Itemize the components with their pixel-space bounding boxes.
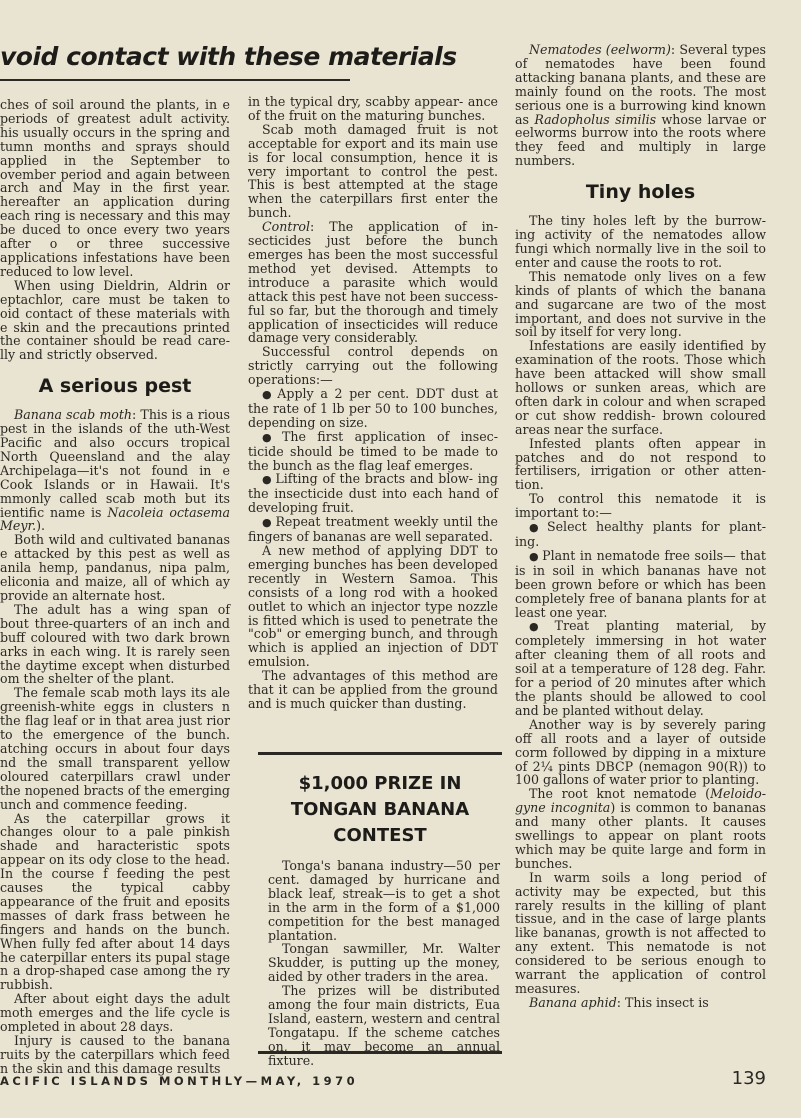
box-headline: $1,000 PRIZE IN TONGAN BANANA CONTEST [290, 773, 470, 846]
paragraph-text: The root knot nematode ( [529, 786, 711, 802]
paragraph-text: whose larvae or eelworms burrow into the roots where they feed and multiply in large numbers. [515, 111, 766, 169]
paragraph: The prizes will be distributed among the four main districts, Eua Island, eastern, western and central Tongatapu. If the scheme catches on, it may become an annual fixture. [268, 983, 500, 1068]
bullet-icon: ● [262, 430, 279, 444]
paragraph: Tongan sawmiller, Mr. Walter Skudder, is putting up the money, aided by other traders in the area. [268, 941, 500, 985]
paragraph: Scab moth damaged fruit is not acceptable for export and its main use is for local consumption, hence it is very important to control the pest. This is best attempted at the stage when the caterpillars first enter the bunch. [248, 121, 498, 221]
paragraph: The female scab moth lays its ale greenish-white eggs in clusters n the flag leaf or in that area just rior to the emergence of the bunch. atching occurs in about four days nd the small transparent yellow oloured caterpillars crawl under the nopened bracts of the emerging unch and commence feeding. [0, 685, 230, 812]
paragraph [515, 787, 766, 870]
paragraph: in the typical dry, scabby appear- ance of the fruit on the maturing bunches. [248, 94, 498, 123]
italic-term: Control [262, 219, 311, 235]
paragraph-text: : This is a rious pest in the islands of the uth-West Pacific and also occurs tropical North Queensland and the alay Archipelaga—it's not found in e Cook Islands or in Hawaii. It's mmonly called scab moth but its ientific name is [0, 407, 230, 520]
paragraph: When using Dieldrin, Aldrin or eptachlor, care must be taken to oid contact of these materials with e skin and the precautions printed the container should be read care- lly and strictly observed. [0, 277, 230, 363]
bullet-text: Lifting of the bracts and blow- ing the insecticide dust into each hand of developing fruit. [248, 471, 498, 516]
page-number: 139 [731, 1068, 766, 1089]
paragraph: A new method of applying DDT to emerging bunches has been developed recently in Western Samoa. This consists of a long rod with a hooked outlet to which an injector type nozzle is fitted which is used to penetrate the "cob" or emerging bunch, and through which is applied an injection of DDT emulsion. [248, 543, 498, 670]
publication-line: ACIFIC ISLANDS MONTHLY—MAY, 1970 [0, 1074, 359, 1088]
paragraph: Both wild and cultivated bananas e attacked by this pest as well as anila hemp, pandanus, nipa palm, eliconia and maize, all of which ay provide an alternate host. [0, 532, 230, 603]
bullet-item [515, 520, 766, 549]
bullet-icon: ● [529, 521, 544, 535]
paragraph: The tiny holes left by the burrow- ing activity of the nematodes allow fungi which normally live in the soil to enter and cause the roots to rot. [515, 213, 766, 270]
bullet-icon: ● [262, 516, 273, 530]
paragraph: Tonga's banana industry—50 per cent. damaged by hurricane and black leaf, streak—is to get a shot in the arm in the form of a $1,000 competition for the best managed plantation. [268, 858, 500, 943]
bullet-text: Plant in nematode free soils— that is in soil in which bananas have not been grown before or which has been completely free of banana plants for at least one year. [515, 547, 766, 620]
paragraph: ches of soil around the plants, in e periods of greatest adult activity. his usually occurs in the spring and tumn months and sprays should applied in the September to ovember period and again between arch and May in the first year. hereafter an application during each ring is necessary and this may be duced to once every two years after o or three successive applications infestations have been reduced to low level. [0, 97, 230, 279]
paragraph-text: : Several types of nematodes have been found attacking banana plants, and these are mainly found on the roots. The most serious one is a burrowing kind known as [515, 42, 766, 127]
paragraph: Infestations are easily identified by examination of the roots. Those which have been attacked will show small hollows or sunken areas, which are often dark in colour and when scraped or cut show reddish- brown coloured areas near the surface. [515, 338, 766, 437]
paragraph: The advantages of this method are that it can be applied from the ground and is much quicker than dusting. [248, 668, 498, 711]
box-body [258, 859, 502, 1068]
paragraph: After about eight days the adult moth emerges and the life cycle is ompleted in about 28 days. [0, 991, 230, 1035]
bullet-item [248, 472, 498, 515]
section-heading: Tiny holes [585, 181, 696, 204]
paragraph-text: ) is common to bananas and many other plants. It causes swellings to appear on plant roots which may be quite large and form in bunches. [515, 800, 766, 871]
paragraph [515, 43, 766, 168]
column-middle [248, 95, 498, 711]
paragraph: To control this nematode it is important to:— [515, 491, 766, 521]
boxed-article [258, 752, 502, 1068]
bullet-text: The first application of insec- ticide should be timed to be made to the bunch as the flag leaf emerges. [248, 428, 498, 473]
italic-term: Banana scab moth [14, 407, 133, 423]
bullet-text: Apply a 2 per cent. DDT dust at the rate of 1 lb per 50 to 100 bunches, depending on size. [248, 386, 498, 430]
paragraph: Infested plants often appear in patches and do not respond to fertilisers, irrigation or other atten- tion. [515, 435, 766, 493]
column-right [515, 43, 766, 1010]
paragraph-text: ). [36, 518, 46, 534]
paragraph: The adult has a wing span of bout three-quarters of an inch and buff coloured with two dark brown arks in each wing. It is rarely seen the daytime except when disturbed om the shelter of the plant. [0, 601, 230, 687]
paragraph: This nematode only lives on a few kinds of plants of which the banana and sugarcane are two of the most important, and does not survive in the soil by itself for very long. [515, 268, 766, 340]
bullet-item [248, 515, 498, 544]
bullet-item [248, 387, 498, 430]
paragraph: Another way is by severely paring off all roots and a layer of outside corm followed by dipping in a mixture of 2¼ pints DBCP (nemagon 90(R)) to 100 gallons of water prior to planting. [515, 716, 766, 788]
bullet-item [248, 430, 498, 473]
italic-term: Nematodes (eelworm) [529, 42, 671, 57]
bullet-item [515, 619, 766, 717]
paragraph: Injury is caused to the banana ruits by the caterpillars which feed n the skin and this damage results [0, 1033, 230, 1076]
bullet-icon: ● [529, 549, 540, 563]
paragraph-text: : This insect is [616, 994, 709, 1010]
bullet-text: Treat planting material, by completely immersing in hot water after cleaning them of all roots and soil at a temperature of 128 deg. Fahr. for a period of 20 minutes after which the plants should be allowed to cool and be planted without delay. [515, 618, 766, 718]
bullet-icon: ● [262, 388, 275, 402]
italic-term: Nacoleia octasema Meyr. [0, 504, 230, 534]
paragraph [248, 220, 498, 345]
italic-term: Radopholus similis [534, 111, 657, 127]
bullet-item [515, 549, 766, 620]
italic-term: Meloido- gyne incognita [515, 786, 766, 816]
paragraph [515, 996, 766, 1010]
bullet-text: Repeat treatment weekly until the fingers of bananas are well separated. [248, 514, 498, 545]
bullet-icon: ● [529, 620, 552, 634]
title-rule [0, 79, 350, 81]
paragraph: As the caterpillar grows it changes olour to a pale pinkish shade and haracteristic spots appear on its ody close to the head. In the course f feeding the pest causes the typical cabby appearance of the fruit and eposits masses of dark frass between he fingers and hands on the bunch. When fully fed after about 14 days he caterpillar enters its pupal stage n a drop-shaped case among the ry rubbish. [0, 810, 230, 993]
italic-term: Banana aphid [529, 994, 617, 1010]
page-title: void contact with these materials [0, 42, 457, 71]
page-footer [0, 1068, 801, 1092]
bullet-text: Select healthy plants for plant- ing. [515, 519, 766, 549]
bullet-icon: ● [262, 473, 273, 487]
paragraph [0, 408, 230, 533]
column-left [0, 98, 230, 1076]
paragraph-text: : The application of in- secticides just before the bunch emerges has been the most successful method yet devised. Attempts to introduce a parasite which would attack this pest have not been success- ful so far, but the thorough and timely application of insecticides will reduce damage very considerably. [248, 219, 498, 346]
paragraph: In warm soils a long period of activity may be expected, but this rarely results in the killing of plant tissue, and in the case of large plants like bananas, growth is not affected to any extent. This nematode is not considered to be serious enough to warrant the application of control measures. [515, 869, 766, 996]
section-heading: A serious pest [38, 375, 192, 398]
paragraph: Successful control depends on strictly carrying out the following operations:— [248, 344, 498, 388]
